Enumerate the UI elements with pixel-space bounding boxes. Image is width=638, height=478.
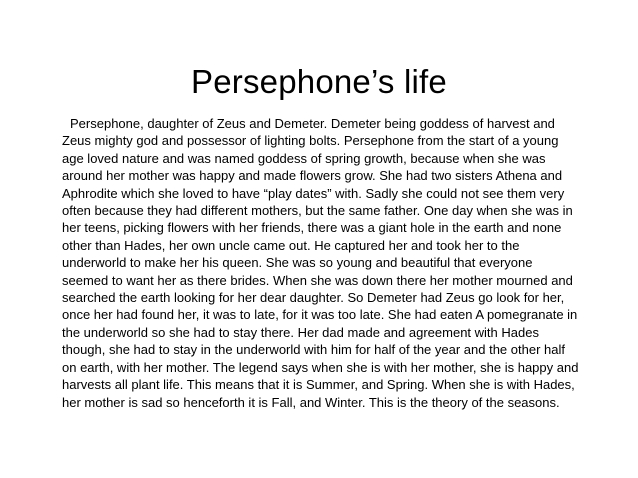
slide-body-text: Persephone, daughter of Zeus and Demeter. Demeter being goddess of harvest and Zeus mighty god and possessor of lighting bolts. Persephone from the start of a young age loved nature and was named goddess of spring growth, because when she was around her mother was happy and made flowers grow. She had two sisters Athena and Aphrodite which she loved to have “play dates” with. Sadly she could not see them very often because they had different mothers, but the same father. One day when she was in her teens, picking flowers with her friends, there was a giant hole in the earth and none other than Hades, her own uncle came out. He captured her and took her to the underworld to make her his queen. She was so young and beautiful that everyone seemed to want her as there brides. When she was down there her mother mourned and searched the earth looking for her dear daughter. So Demeter had Zeus go look for her, once her had found her, it was to late, for it was too late. She had eaten A pomegranate in the underworld so she had to stay there. Her dad made and agreement with Hades though, she had to stay in the underworld with him for half of the year and the other half on earth, with her mother. The legend says when she is with her mother, she is happy and harvests all plant life. This means that it is Summer, and Spring. When she is with Hades, her mother is sad so henceforth it is Fall, and Winter. This is the theory of the seasons. [62,116,579,410]
slide-title: Persephone’s life [191,63,447,101]
